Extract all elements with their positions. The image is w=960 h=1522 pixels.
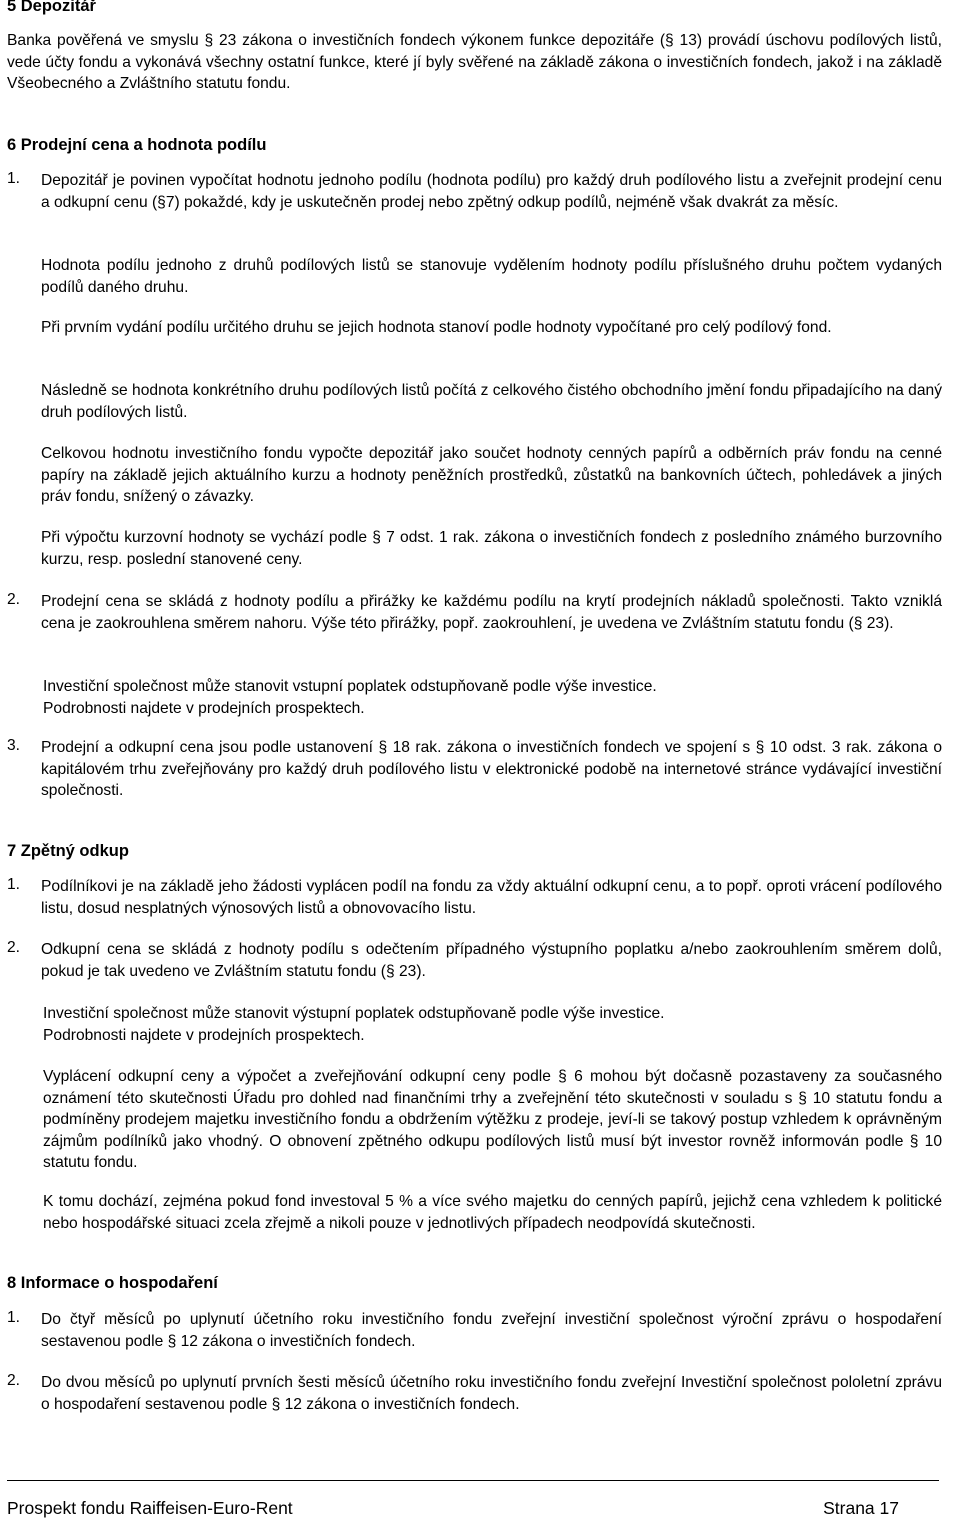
section-6-item-1-paragraph-2 (41, 255, 942, 298)
paragraph: Investiční společnost může stanovit vstupní poplatek odstupňovaně podle výše investice. (43, 678, 657, 695)
section-7-item-2-paragraph-3 (43, 1066, 942, 1174)
section-5-heading: 5 Depozitář (7, 0, 96, 15)
section-7-item-2-paragraph-4 (43, 1191, 942, 1234)
item-number: 3. (7, 737, 21, 754)
section-8-item-1 (7, 1309, 942, 1352)
paragraph: Odkupní cena se skládá z hodnoty podílu s odečtením případného výstupního poplatku a/nebo zaokrouhlením směrem dolů, pokud je tak uvedeno ve Zvláštním statutu fondu (§ 23). (41, 941, 942, 980)
paragraph: Vyplácení odkupní ceny a výpočet a zveřejňování odkupní ceny podle § 6 mohou být dočasně pozastaveny za současného oznámení této skutečnosti Úřadu pro dohled nad finančními trhy a zveřejnění této skutečnosti v souladu s § 10 statutu fondu a podmíněny prodejem majetku investičního fondu a obdržením výtěžku z prodeje, jeví-li se takový postup vzhledem k oprávněným zájmům podílníků jako vhodný. O obnovení zpětného odkupu podílových listů musí být investor rovněž informován podle § 10 statutu fondu. (43, 1068, 942, 1171)
item-number: 2. (7, 939, 21, 956)
paragraph: Investiční společnost může stanovit výstupní poplatek odstupňovaně podle výše investice. (43, 1005, 665, 1022)
paragraph: Depozitář je povinen vypočítat hodnotu jednoho podílu (hodnota podílu) pro každý druh podílového listu a zveřejnit prodejní cenu a odkupní cenu (§7) pokaždé, kdy je uskutečněn prodej nebo zpětný odkup podílů, nejméně však dvakrát za měsíc. (41, 172, 942, 211)
section-6-item-2 (7, 591, 942, 634)
section-6-item-1-paragraph-6 (41, 527, 942, 570)
section-6-item-1-paragraph-3 (41, 317, 942, 339)
section-6-item-3 (7, 737, 942, 802)
paragraph: Následně se hodnota konkrétního druhu podílových listů počítá z celkového čistého obchodního jmění fondu připadajícího na daný druh podílových listů. (41, 382, 942, 421)
section-8-item-2 (7, 1372, 942, 1415)
paragraph: Při prvním vydání podílu určitého druhu se jejich hodnota stanoví podle hodnoty vypočítané pro celý podílový fond. (41, 319, 832, 336)
item-number: 2. (7, 1372, 21, 1389)
paragraph: Do čtyř měsíců po uplynutí účetního roku investičního fondu zveřejní investiční společnost výroční zprávu o hospodaření sestavenou podle § 12 zákona o investičních fondech. (41, 1311, 942, 1350)
item-number: 2. (7, 591, 21, 608)
section-7-item-2 (7, 939, 942, 982)
paragraph: Celkovou hodnotu investičního fondu vypočte depozitář jako součet hodnoty cenných papírů a odběrních práv fondu na cenné papíry na základě jejich aktuálního kurzu a hodnoty peněžních prostředků, zůstatků na bankovních účtech, pohledávek a jiných práv fondu, snížený o závazky. (41, 445, 942, 505)
section-5-text: Banka pověřená ve smyslu § 23 zákona o investičních fondech výkonem funkce depozitáře (§ 13) provádí úschovu podílových listů, vede účty fondu a vykonává všechny ostatní funkce, které jí byly svěřené na základě zákona o investičních fondech, jakož i na základě Všeobecného a Zvláštního statutu fondu. (7, 32, 942, 92)
section-7-item-2-note (43, 1003, 944, 1046)
footer-page-number: Strana 17 (823, 1498, 899, 1518)
paragraph: Do dvou měsíců po uplynutí prvních šesti měsíců účetního roku investičního fondu zveřejní Investiční společnost pololetní zprávu o hospodaření sestavenou podle § 12 zákona o investičních fondech. (41, 1374, 942, 1413)
section-7-item-1 (7, 876, 942, 919)
page-footer (7, 1480, 939, 1521)
paragraph: Podrobnosti najdete v prodejních prospektech. (43, 1026, 365, 1044)
paragraph: Při výpočtu kurzovní hodnoty se vychází podle § 7 odst. 1 rak. zákona o investičních fondech z posledního známého burzovního kurzu, resp. poslední stanovené ceny. (41, 529, 942, 568)
paragraph: K tomu dochází, zejména pokud fond investoval 5 % a více svého majetku do cenných papírů, jejichž cena vzhledem k politické nebo hospodářské situaci zcela zřejmě a nikoli pouze v jednotlivých případech neodpovídá skutečnosti. (43, 1193, 942, 1232)
paragraph: Prodejní cena se skládá z hodnoty podílu a přirážky ke každému podílu na krytí prodejních nákladů společnosti. Takto vzniklá cena je zaokrouhlena směrem nahoru. Výše této přirážky, popř. zaokrouhlení, je uvedena ve Zvláštním statutu fondu (§ 23). (41, 593, 942, 632)
section-6-item-1-paragraph-4 (41, 380, 942, 423)
paragraph: Prodejní a odkupní cena jsou podle ustanovení § 18 rak. zákona o investičních fondech ve spojení s § 10 odst. 3 rak. zákona o kapitálovém trhu zveřejňovány pro každý druh podílového listu v elektronické podobě na internetové stránce vydávající investiční společnosti. (41, 739, 942, 799)
paragraph: Hodnota podílu jednoho z druhů podílových listů se stanovuje vydělením hodnoty podílu příslušného druhu počtem vydaných podílů daného druhu. (41, 257, 942, 296)
item-number: 1. (7, 1309, 21, 1326)
item-number: 1. (7, 170, 21, 187)
section-6-item-1 (7, 170, 942, 213)
paragraph: Podrobnosti najdete v prodejních prospektech. (43, 699, 365, 717)
footer-document-title: Prospekt fondu Raiffeisen-Euro-Rent (7, 1498, 293, 1518)
section-7-heading: 7 Zpětný odkup (7, 842, 129, 860)
section-6-heading: 6 Prodejní cena a hodnota podílu (7, 136, 267, 154)
section-6-item-1-paragraph-5 (41, 443, 942, 508)
section-6-item-2-note (43, 676, 944, 719)
paragraph: Podílníkovi je na základě jeho žádosti vyplácen podíl na fondu za vždy aktuální odkupní cenu, a to popř. oproti vrácení podílového listu, dosud nesplatných výnosových listů a obnovovacího listu. (41, 878, 942, 917)
section-8-heading: 8 Informace o hospodaření (7, 1274, 218, 1292)
item-number: 1. (7, 876, 21, 893)
